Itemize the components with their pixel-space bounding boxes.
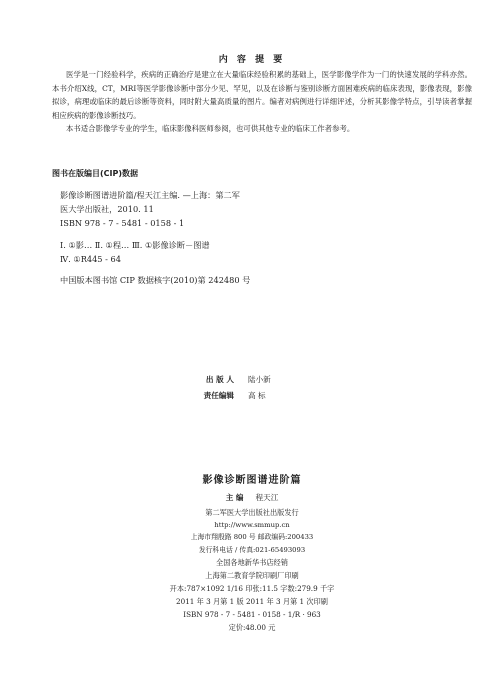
staff-row-editor xyxy=(0,388,504,404)
staff-credits xyxy=(0,372,504,404)
isbn-line: ISBN 978 - 7 - 5481 - 0158 - 1/R · 963 xyxy=(183,610,321,620)
staff-row-publisher xyxy=(0,372,504,388)
summary-paragraph: 医学是一门经验科学，疾病的正确治疗是建立在大量临床经验积累的基础上，医学影像学作为一门的快速发展的学科亦然。本书介绍X线，CT，MRI等医学影像诊断中部分少见、罕见，以及在诊断与鉴别诊断方面困难疾病的临床表现，影像表现，影像拟诊，病理或临床的最后诊断等资料，同时附大量高质量的图片。编者对病例进行详细评述，分析其影像学特点，引导读者掌握相应疾病的影像诊断技巧。 xyxy=(52,70,472,120)
cip-line: 医大学出版社，2010. 11 xyxy=(60,204,154,215)
summary-title: 内 容 提 要 xyxy=(218,55,286,65)
chief-editor xyxy=(0,490,504,506)
staff-value: 高 标 xyxy=(248,391,266,400)
staff-label: 出 版 人 xyxy=(205,375,234,384)
staff-label: 责任编辑 xyxy=(203,391,234,400)
cip-line: ISBN 978 - 7 - 5481 - 0158 - 1 xyxy=(60,218,185,229)
printer-line: 上海第二教育学院印刷厂印刷 xyxy=(205,571,299,581)
phone-line: 发行科电话 / 传真:021-65493093 xyxy=(198,545,306,554)
cip-line: 中国版本图书馆 CIP 数据核字(2010)第 242480 号 xyxy=(60,275,251,286)
book-title: 影像诊断图谱进阶篇 xyxy=(202,475,302,486)
cip-line: Ⅳ. ①R445 - 64 xyxy=(60,253,121,264)
publisher-line: 第二军医大学出版社出版发行 xyxy=(205,508,299,517)
distributor-line: 全国各地新华书店经销 xyxy=(216,558,288,568)
address-line: 上海市翔殷路 800 号 邮政编码:200433 xyxy=(190,533,314,542)
website-link[interactable]: http://www.smmup.cn xyxy=(214,521,290,529)
summary-body xyxy=(52,68,472,136)
cip-line: Ⅰ. ①影… Ⅱ. ①程… Ⅲ. ①影像诊断－图谱 xyxy=(60,239,210,250)
cip-line: 影像诊断图谱进阶篇/程天江主编. —上海：第二军 xyxy=(60,190,240,200)
colophon xyxy=(0,472,504,634)
cip-spacer xyxy=(60,266,470,273)
summary-paragraph: 本书适合影像学专业的学生，临床影像科医师参阅，也可供其他专业的临床工作者参考。 xyxy=(66,124,355,133)
cip-block xyxy=(60,188,470,287)
staff-value: 陆小新 xyxy=(248,375,271,384)
format-line: 开本:787×1092 1/16 印张:11.5 字数:279.9 千字 xyxy=(169,584,335,594)
cip-spacer xyxy=(60,231,470,238)
chief-editor-name: 程天江 xyxy=(255,493,279,502)
price-line: 定价:48.00 元 xyxy=(228,623,276,633)
edition-line: 2011 年 3 月第 1 版 2011 年 3 月第 1 次印刷 xyxy=(176,597,328,607)
chief-editor-label: 主 编 xyxy=(225,493,244,502)
cip-heading: 图书在版编目(CIP)数据 xyxy=(52,169,139,178)
